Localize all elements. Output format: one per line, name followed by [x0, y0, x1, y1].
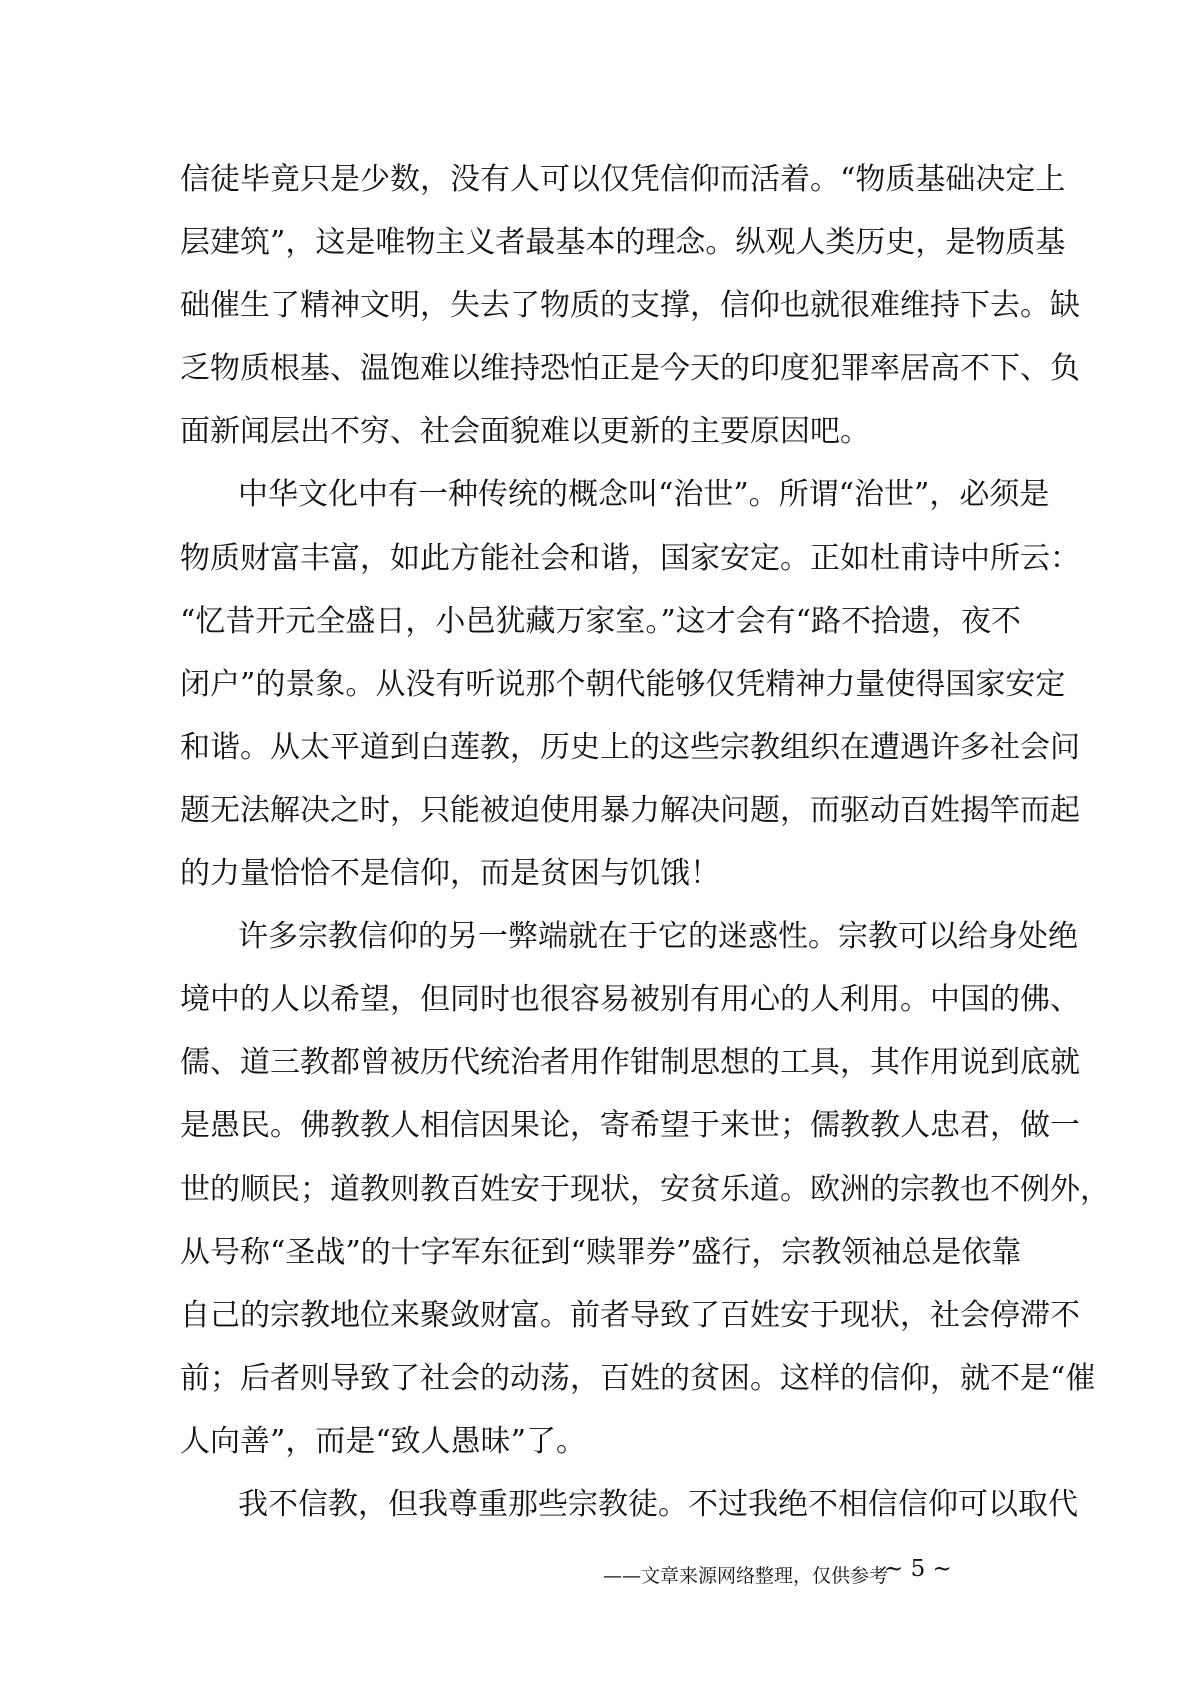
text-line: 物质财富丰富，如此方能社会和谐，国家安定。正如杜甫诗中所云：: [180, 540, 1080, 576]
text-line: 从号称“圣战”的十字军东征到“赎罪券”盛行，宗教领袖总是依靠: [180, 1234, 1022, 1270]
text-line: 面新闻层出不穷、社会面貌难以更新的主要原因吧。: [180, 414, 870, 450]
paragraph-4: [180, 1473, 1078, 1536]
text-line: 中华文化中有一种传统的概念叫“治世”。所谓“治世”，必须是: [238, 477, 1050, 513]
paragraph-3: [180, 905, 1110, 1473]
text-line: 的力量恰恰不是信仰，而是贫困与饥饿！: [180, 856, 720, 892]
body-text: [180, 148, 1110, 1536]
text-line: 人向善”，而是“致人愚昧”了。: [180, 1423, 587, 1459]
text-line: 层建筑”，这是唯物主义者最基本的理念。纵观人类历史，是物质基: [180, 225, 1066, 261]
text-line: 闭户”的景象。从没有听说那个朝代能够仅凭精神力量使得国家安定: [180, 666, 1066, 702]
text-line: 乏物质根基、温饱难以维持恐怕正是今天的印度犯罪率居高不下、负: [180, 351, 1080, 387]
text-line: 自己的宗教地位来聚敛财富。前者导致了百姓安于现状，社会停滞不: [180, 1297, 1080, 1333]
text-line: 境中的人以希望，但同时也很容易被别有用心的人利用。中国的佛、: [180, 982, 1080, 1018]
footer-source-note: ——文章来源网络整理，仅供参考: [603, 1565, 889, 1587]
text-line: 前；后者则导致了社会的动荡，百姓的贫困。这样的信仰，就不是“催: [180, 1360, 1096, 1396]
paragraph-1: [180, 148, 1080, 463]
text-line: 我不信教，但我尊重那些宗教徒。不过我绝不相信信仰可以取代: [238, 1486, 1078, 1522]
text-line: 础催生了精神文明，失去了物质的支撑，信仰也就很难维持下去。缺: [180, 288, 1080, 324]
paragraph-2: [180, 463, 1080, 905]
text-line: “忆昔开元全盛日，小邑犹藏万家室。”这才会有“路不拾遗，夜不: [180, 603, 1022, 639]
text-line: 儒、道三教都曾被历代统治者用作钳制思想的工具，其作用说到底就: [180, 1045, 1080, 1081]
text-line: 题无法解决之时，只能被迫使用暴力解决问题，而驱动百姓揭竿而起: [180, 792, 1080, 828]
text-line: 和谐。从太平道到白莲教，历史上的这些宗教组织在遭遇许多社会问: [180, 729, 1080, 765]
page-number: ~ 5 ~: [884, 1556, 952, 1582]
text-line: 世的顺民；道教则教百姓安于现状，安贫乐道。欧洲的宗教也不例外，: [180, 1171, 1110, 1207]
text-line: 信徒毕竟只是少数，没有人可以仅凭信仰而活着。“物质基础决定上: [180, 162, 1066, 197]
text-line: 许多宗教信仰的另一弊端就在于它的迷惑性。宗教可以给身处绝: [238, 919, 1078, 955]
text-line: 是愚民。佛教教人相信因果论，寄希望于来世；儒教教人忠君，做一: [180, 1108, 1080, 1144]
